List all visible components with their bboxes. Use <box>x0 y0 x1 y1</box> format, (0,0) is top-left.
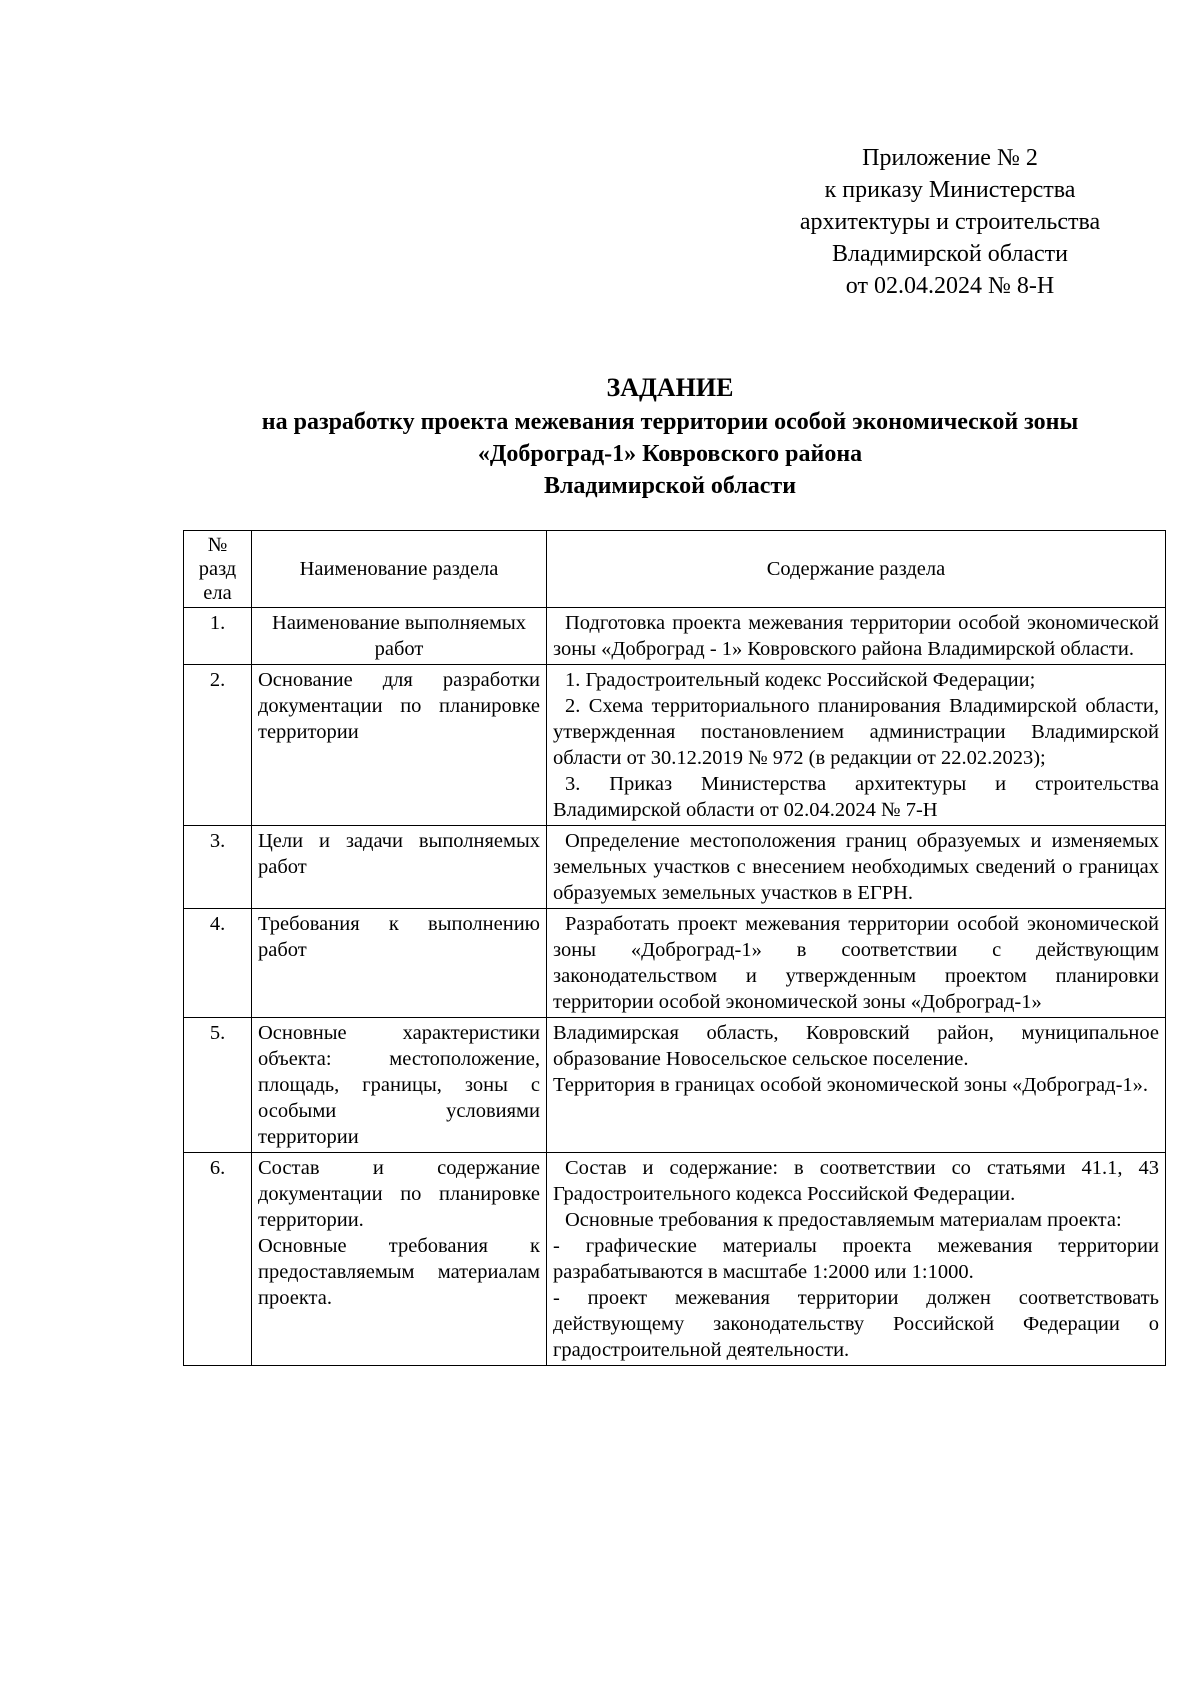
section-number: 4. <box>184 909 252 1018</box>
content-paragraph: Территория в границах особой экономической зоны «Доброград-1». <box>553 1074 1149 1096</box>
document-title-block <box>120 370 1200 502</box>
header-number-line: № <box>207 534 228 556</box>
table-row <box>184 909 1166 1018</box>
appendix-line: Владимирской области <box>832 241 1068 267</box>
section-number: 2. <box>184 665 252 826</box>
content-paragraph: - проект межевания территории должен соответствовать действующему законодательству Российской Федерации о градостроительной деятельности. <box>553 1287 1159 1361</box>
header-number-line: разд <box>198 558 237 580</box>
content-paragraph: Подготовка проекта межевания территории особой экономической зоны «Доброград - 1» Ковровского района Владимирской области. <box>553 612 1159 660</box>
section-content <box>547 1018 1166 1153</box>
appendix-block <box>760 142 1140 302</box>
section-name: Основание для разработки документации по планировке территории <box>252 665 547 826</box>
header-section-number <box>184 531 252 608</box>
section-name: Требования к выполнению работ <box>252 909 547 1018</box>
table-row <box>184 608 1166 665</box>
document-title: ЗАДАНИЕ <box>606 373 734 402</box>
header-section-content: Содержание раздела <box>547 531 1166 608</box>
content-paragraph: Владимирская область, Ковровский район, муниципальное образование Новосельское сельское поселение. <box>553 1022 1159 1070</box>
table-row <box>184 1018 1166 1153</box>
section-name-line: Основные требования к предоставляемым материалам проекта. <box>258 1235 540 1309</box>
sections-table <box>183 530 1166 1366</box>
header-number-line: ела <box>203 582 232 604</box>
document-subtitle-line: «Доброград-1» Ковровского района <box>477 441 863 467</box>
document-subtitle-line: на разработку проекта межевания территории особой экономической зоны <box>261 409 1079 435</box>
content-paragraph: 2. Схема территориального планирования Владимирской области, утвержденная постановлением администрации Владимирской области от 30.12.2019 № 972 (в редакции от 22.02.2023); <box>553 695 1159 769</box>
section-name: Цели и задачи выполняемых работ <box>252 826 547 909</box>
appendix-line: архитектуры и строительства <box>799 209 1101 235</box>
section-content <box>547 826 1166 909</box>
content-paragraph: Основные требования к предоставляемым материалам проекта: <box>565 1209 1122 1231</box>
section-name: Наименование выполняемых работ <box>252 608 547 665</box>
appendix-line: от 02.04.2024 № 8-Н <box>845 273 1055 299</box>
content-paragraph: Разработать проект межевания территории особой экономической зоны «Доброград-1» в соответствии с действующим законодательством и утвержденным проектом планировки территории особой экономической зоны «Доброград-1» <box>553 913 1159 1013</box>
content-paragraph: - графические материалы проекта межевания территории разрабатываются в масштабе 1:2000 или 1:1000. <box>553 1235 1159 1283</box>
section-number: 3. <box>184 826 252 909</box>
document-subtitle-line: Владимирской области <box>543 473 797 499</box>
section-number: 6. <box>184 1153 252 1366</box>
appendix-line: Приложение № 2 <box>862 145 1038 171</box>
section-name-line: Состав и содержание документации по планировке территории. <box>258 1157 540 1231</box>
content-paragraph: Состав и содержание: в соответствии со статьями 41.1, 43 Градостроительного кодекса Российской Федерации. <box>553 1157 1159 1205</box>
section-number: 5. <box>184 1018 252 1153</box>
content-paragraph: 3. Приказ Министерства архитектуры и строительства Владимирской области от 02.04.2024 № 7-Н <box>553 773 1159 821</box>
section-content <box>547 909 1166 1018</box>
section-name: Основные характеристики объекта: местоположение, площадь, границы, зоны с особыми условиями территории <box>252 1018 547 1153</box>
section-content <box>547 1153 1166 1366</box>
content-paragraph: 1. Градостроительный кодекс Российской Федерации; <box>565 669 1036 691</box>
table-row <box>184 826 1166 909</box>
table-row <box>184 665 1166 826</box>
section-number: 1. <box>184 608 252 665</box>
content-paragraph: Определение местоположения границ образуемых и изменяемых земельных участков с внесением необходимых сведений о границах образуемых земельных участков в ЕГРН. <box>553 830 1159 904</box>
section-content <box>547 665 1166 826</box>
section-content <box>547 608 1166 665</box>
table-row <box>184 1153 1166 1366</box>
table-header-row <box>184 531 1166 608</box>
section-name <box>252 1153 547 1366</box>
appendix-line: к приказу Министерства <box>824 177 1076 203</box>
header-section-name: Наименование раздела <box>252 531 547 608</box>
